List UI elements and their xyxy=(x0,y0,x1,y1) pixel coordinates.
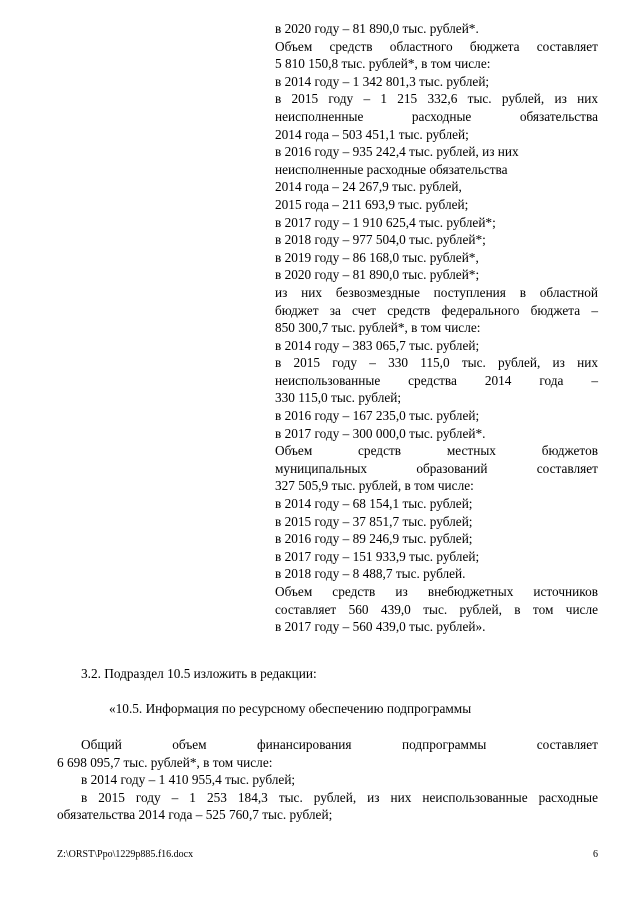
column-line: 850 300,7 тыс. рублей*, в том числе: xyxy=(275,320,481,336)
column-line: неиспользованные средства 2014 года – xyxy=(275,372,598,388)
subsection-text: 3.2. Подраздел 10.5 изложить в редакции: xyxy=(81,666,317,681)
column-line: в 2019 году – 86 168,0 тыс. рублей*, xyxy=(275,249,479,265)
column-line: в 2017 году – 1 910 625,4 тыс. рублей*; xyxy=(275,214,496,230)
subsection-line xyxy=(57,665,598,683)
body-line: в 2015 году – 1 253 184,3 тыс. рублей, из них неиспользованные расходные xyxy=(81,789,598,805)
column-line: Объем средств местных бюджетов xyxy=(275,443,598,459)
column-line: неисполненные расходные обязательства xyxy=(275,161,508,177)
column-line: в 2016 году – 89 246,9 тыс. рублей; xyxy=(275,531,473,547)
column-line: из них безвозмездные поступления в областной xyxy=(275,284,598,300)
column-line: в 2017 году – 151 933,9 тыс. рублей; xyxy=(275,548,480,564)
column-line: неисполненные расходные обязательства xyxy=(275,108,598,124)
column-line: в 2018 году – 977 504,0 тыс. рублей*; xyxy=(275,232,486,248)
column-line: Объем средств областного бюджета составляет xyxy=(275,38,598,54)
column-line: в 2015 году – 37 851,7 тыс. рублей; xyxy=(275,513,473,529)
budget-column xyxy=(275,20,598,636)
file-path: Z:\ORST\Ppo\1229p885.f16.docx xyxy=(57,849,194,860)
column-line: муниципальных образований составляет xyxy=(275,460,598,476)
body-line: 6 698 095,7 тыс. рублей*, в том числе: xyxy=(57,754,273,770)
column-line: Объем средств из внебюджетных источников xyxy=(275,584,598,599)
column-line: составляет 560 439,0 тыс. рублей, в том числе xyxy=(275,601,598,617)
column-line: бюджет за счет средств федерального бюджета – xyxy=(275,302,598,318)
column-line: в 2016 году – 935 242,4 тыс. рублей, из них xyxy=(275,144,519,160)
page-number: 6 xyxy=(593,849,598,860)
column-line: в 2015 году – 1 215 332,6 тыс. рублей, из них xyxy=(275,91,598,107)
column-line: в 2017 году – 300 000,0 тыс. рублей*. xyxy=(275,425,486,441)
column-line: 2014 года – 24 267,9 тыс. рублей, xyxy=(275,179,462,195)
column-line: в 2014 году – 383 065,7 тыс. рублей; xyxy=(275,337,480,353)
column-line: в 2014 году – 68 154,1 тыс. рублей; xyxy=(275,496,473,512)
column-line: в 2014 году – 1 342 801,3 тыс. рублей; xyxy=(275,73,490,89)
section-heading xyxy=(57,700,598,718)
column-line: 330 115,0 тыс. рублей; xyxy=(275,390,402,406)
column-line: в 2018 году – 8 488,7 тыс. рублей. xyxy=(275,566,466,582)
section-heading-text: «10.5. Информация по ресурсному обеспечению подпрограммы xyxy=(109,701,472,716)
column-line: 327 505,9 тыс. рублей, в том числе: xyxy=(275,478,474,494)
column-line: в 2020 году – 81 890,0 тыс. рублей*; xyxy=(275,267,480,283)
column-line: в 2020 году – 81 890,0 тыс. рублей*. xyxy=(275,21,479,36)
body-paragraph xyxy=(57,736,598,824)
column-line: 2015 года – 211 693,9 тыс. рублей; xyxy=(275,196,469,212)
body-line: обязательства 2014 года – 525 760,7 тыс. рублей; xyxy=(57,807,333,823)
column-line: 5 810 150,8 тыс. рублей*, в том числе: xyxy=(275,56,491,72)
column-line: в 2015 году – 330 115,0 тыс. рублей, из них xyxy=(275,355,598,371)
column-line: 2014 года – 503 451,1 тыс. рублей; xyxy=(275,126,469,142)
body-line: в 2014 году – 1 410 955,4 тыс. рублей; xyxy=(81,772,296,788)
column-line: в 2017 году – 560 439,0 тыс. рублей». xyxy=(275,619,486,635)
column-line: в 2016 году – 167 235,0 тыс. рублей; xyxy=(275,408,480,424)
body-line: Общий объем финансирования подпрограммы составляет xyxy=(81,737,598,752)
